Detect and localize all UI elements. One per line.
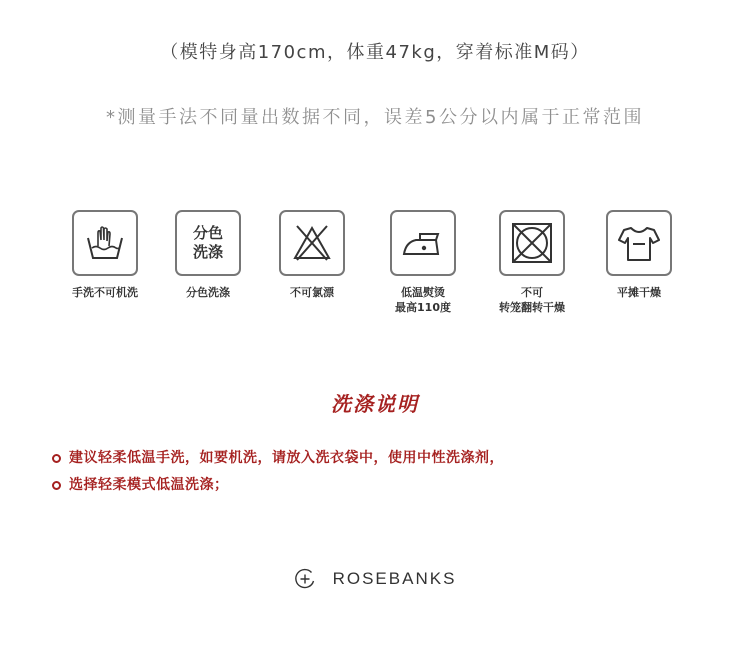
care-item-hand-wash (60, 210, 150, 300)
instruction-text: 选择轻柔模式低温洗涤； (69, 477, 229, 493)
brand-footer (0, 568, 750, 590)
section-title: 洗涤说明 (331, 392, 419, 416)
care-item-no-bleach (267, 210, 357, 300)
model-info-text: （模特身高170cm，体重47kg，穿着标准M码） (160, 42, 590, 63)
instruction-text: 建议轻柔低温手洗，如要机洗，请放入洗衣袋中，使用中性洗涤剂， (69, 450, 504, 466)
instruction-list (52, 448, 504, 502)
flat-dry-icon (606, 210, 672, 276)
care-label: 平摊干燥 (617, 286, 661, 299)
bullet-circle-icon (52, 481, 61, 490)
care-box-text: 分色 洗涤 (192, 224, 223, 261)
no-bleach-icon (279, 210, 345, 276)
care-item-flat-dry (594, 210, 684, 300)
care-label: 低温熨烫 最高110度 (395, 286, 451, 314)
care-item-no-tumble-dry (487, 210, 577, 315)
list-item (52, 448, 504, 468)
hand-wash-icon (72, 210, 138, 276)
bullet-circle-icon (52, 454, 61, 463)
care-icons-row (0, 210, 750, 330)
no-tumble-dry-icon (499, 210, 565, 276)
care-label: 分色洗涤 (186, 286, 230, 299)
separate-color-wash-icon (175, 210, 241, 276)
care-item-low-temp-iron (378, 210, 468, 315)
list-item (52, 475, 504, 495)
brand-name: ROSEBANKS (332, 569, 457, 588)
care-label: 不可氯漂 (290, 286, 334, 299)
care-label: 手洗不可机洗 (72, 286, 138, 299)
low-temp-iron-icon (390, 210, 456, 276)
measurement-note: *测量手法不同量出数据不同，误差5公分以内属于正常范围 (106, 107, 644, 128)
circle-plus-logo-icon (294, 568, 316, 590)
care-label: 不可 转笼翻转干燥 (499, 286, 565, 314)
care-item-separate-wash (163, 210, 253, 300)
